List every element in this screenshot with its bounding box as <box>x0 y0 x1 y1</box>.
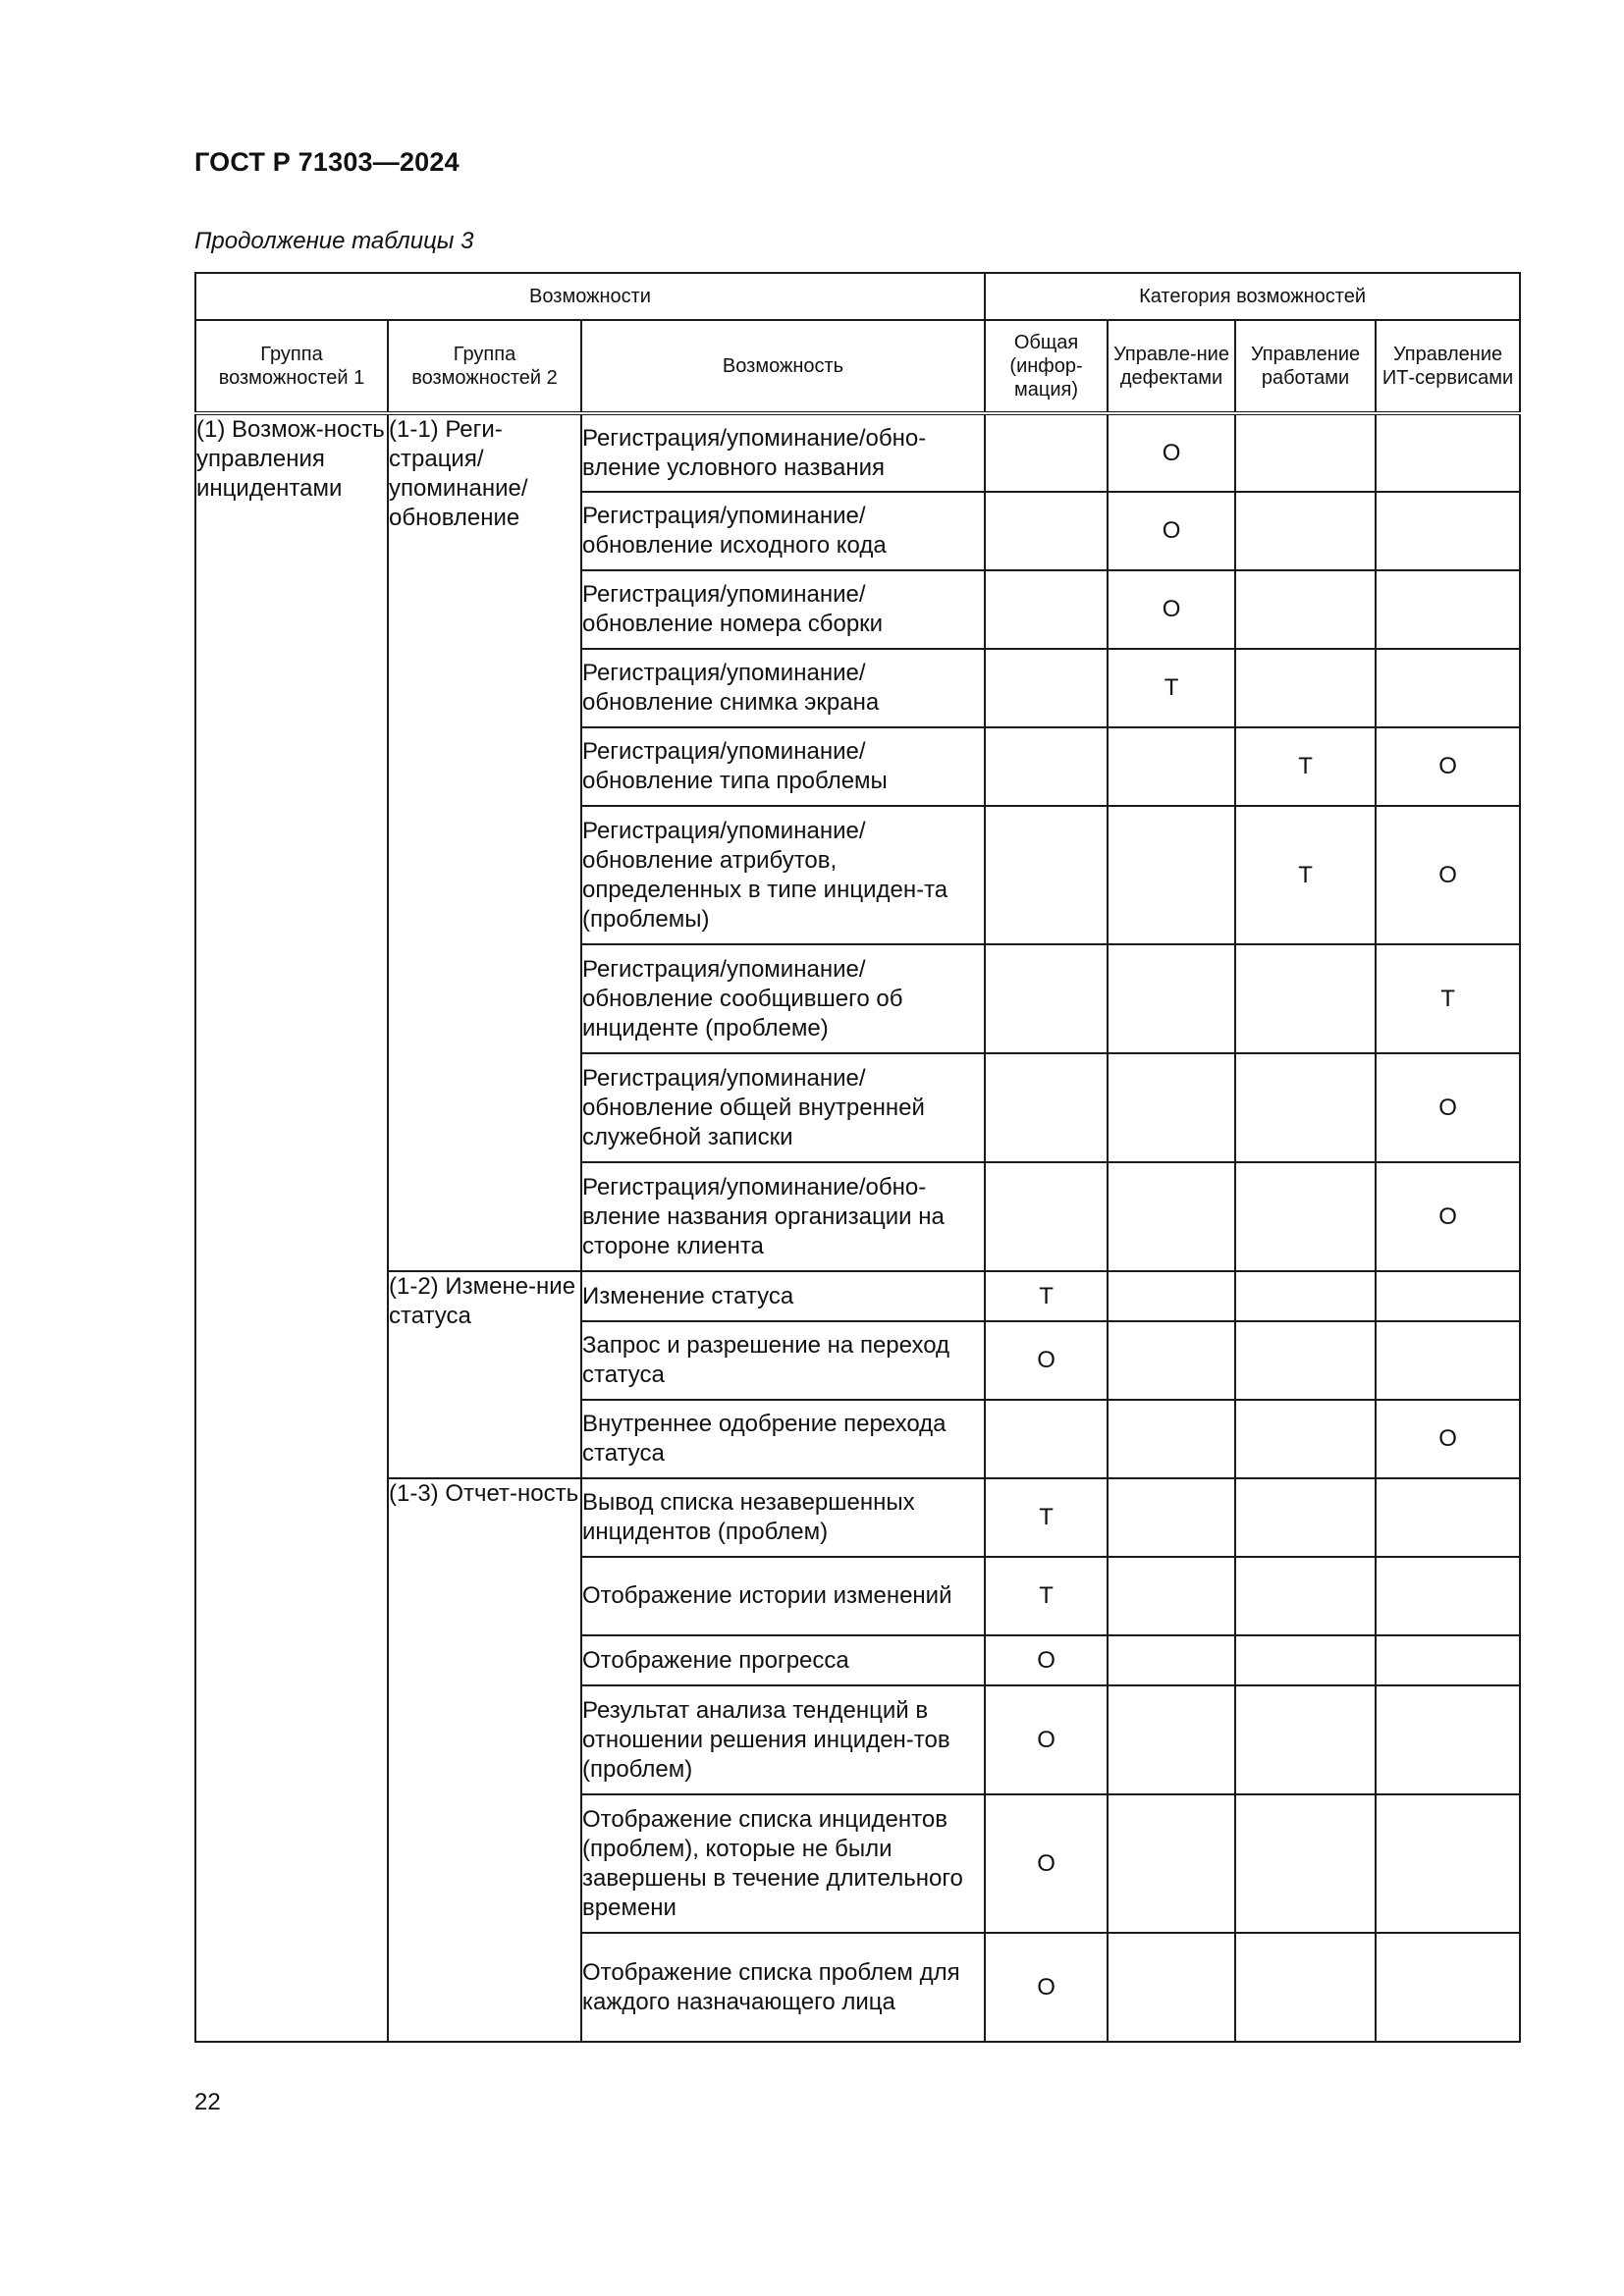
mark-defects <box>1108 1162 1235 1271</box>
mark-works <box>1235 1685 1376 1794</box>
header-group2: Группа возможностей 2 <box>388 320 581 413</box>
mark-defects <box>1108 806 1235 944</box>
mark-defects <box>1108 1933 1235 2042</box>
mark-general: О <box>985 1635 1108 1685</box>
mark-general: О <box>985 1933 1108 2042</box>
mark-defects: Т <box>1108 649 1235 727</box>
mark-general <box>985 649 1108 727</box>
header-row-1 <box>195 273 1520 320</box>
mark-general <box>985 1400 1108 1478</box>
mark-works: Т <box>1235 727 1376 806</box>
header-capability: Возможность <box>581 320 985 413</box>
table-caption: Продолжение таблицы 3 <box>194 228 474 254</box>
mark-works <box>1235 1400 1376 1478</box>
mark-it <box>1376 570 1520 649</box>
capability-cell: Вывод списка незавершенных инцидентов (проблем) <box>581 1478 985 1557</box>
header-category: Категория возможностей <box>985 273 1520 320</box>
capability-cell: Регистрация/упоминание/ обновление номера сборки <box>581 570 985 649</box>
mark-defects <box>1108 1685 1235 1794</box>
mark-works <box>1235 413 1376 492</box>
capability-cell: Регистрация/упоминание/обно-вление условного названия <box>581 413 985 492</box>
mark-works <box>1235 570 1376 649</box>
mark-defects <box>1108 1557 1235 1635</box>
group2-cell: (1-1) Реги-страция/ упоминание/ обновление <box>388 413 581 1271</box>
table-row <box>195 1478 1520 1557</box>
mark-it <box>1376 1635 1520 1685</box>
mark-general <box>985 1162 1108 1271</box>
capability-cell: Регистрация/упоминание/ обновление типа проблемы <box>581 727 985 806</box>
document-header: ГОСТ Р 71303—2024 <box>194 147 460 177</box>
header-cat-it: Управление ИТ-сервисами <box>1376 320 1520 413</box>
group2-cell: (1-2) Измене-ние статуса <box>388 1271 581 1478</box>
mark-it <box>1376 1478 1520 1557</box>
mark-works <box>1235 1053 1376 1162</box>
table-row <box>195 1271 1520 1321</box>
mark-general: Т <box>985 1557 1108 1635</box>
capability-cell: Отображение истории изменений <box>581 1557 985 1635</box>
mark-it <box>1376 1271 1520 1321</box>
capability-cell: Регистрация/упоминание/ обновление сообщившего об инциденте (проблеме) <box>581 944 985 1053</box>
group2-cell: (1-3) Отчет-ность <box>388 1478 581 2042</box>
mark-it: О <box>1376 727 1520 806</box>
page-number: 22 <box>194 2089 221 2115</box>
mark-it: О <box>1376 1162 1520 1271</box>
mark-general <box>985 727 1108 806</box>
mark-it <box>1376 1557 1520 1635</box>
mark-works <box>1235 1635 1376 1685</box>
mark-defects: О <box>1108 492 1235 570</box>
mark-general <box>985 1053 1108 1162</box>
capability-cell: Регистрация/упоминание/обно-вление названия организации на стороне клиента <box>581 1162 985 1271</box>
mark-works: Т <box>1235 806 1376 944</box>
mark-general <box>985 570 1108 649</box>
header-group1: Группа возможностей 1 <box>195 320 388 413</box>
mark-defects: О <box>1108 570 1235 649</box>
capability-cell: Изменение статуса <box>581 1271 985 1321</box>
mark-general <box>985 492 1108 570</box>
mark-defects <box>1108 727 1235 806</box>
mark-works <box>1235 1933 1376 2042</box>
mark-defects <box>1108 1271 1235 1321</box>
mark-general <box>985 806 1108 944</box>
mark-general <box>985 413 1108 492</box>
mark-it <box>1376 413 1520 492</box>
mark-defects <box>1108 1794 1235 1933</box>
capability-cell: Регистрация/упоминание/ обновление общей внутренней служебной записки <box>581 1053 985 1162</box>
header-capabilities: Возможности <box>195 273 985 320</box>
mark-it <box>1376 1933 1520 2042</box>
mark-it <box>1376 1685 1520 1794</box>
mark-general <box>985 944 1108 1053</box>
header-cat-works: Управление работами <box>1235 320 1376 413</box>
mark-defects <box>1108 1053 1235 1162</box>
mark-works <box>1235 1271 1376 1321</box>
mark-works <box>1235 1162 1376 1271</box>
mark-it: О <box>1376 806 1520 944</box>
table-row <box>195 413 1520 492</box>
mark-works <box>1235 944 1376 1053</box>
mark-works <box>1235 1794 1376 1933</box>
mark-defects <box>1108 1635 1235 1685</box>
mark-defects <box>1108 1321 1235 1400</box>
mark-general: О <box>985 1685 1108 1794</box>
mark-defects: О <box>1108 413 1235 492</box>
capability-cell: Регистрация/упоминание/ обновление исходного кода <box>581 492 985 570</box>
mark-general: О <box>985 1794 1108 1933</box>
mark-works <box>1235 649 1376 727</box>
capability-cell: Регистрация/упоминание/ обновление атрибутов, определенных в типе инциден-та (проблемы) <box>581 806 985 944</box>
mark-general: Т <box>985 1478 1108 1557</box>
mark-it: О <box>1376 1053 1520 1162</box>
mark-general: О <box>985 1321 1108 1400</box>
mark-defects <box>1108 1478 1235 1557</box>
mark-defects <box>1108 1400 1235 1478</box>
capability-cell: Регистрация/упоминание/ обновление снимка экрана <box>581 649 985 727</box>
header-cat-general: Общая (инфор-мация) <box>985 320 1108 413</box>
capability-cell: Результат анализа тенденций в отношении решения инциден-тов (проблем) <box>581 1685 985 1794</box>
mark-works <box>1235 1321 1376 1400</box>
mark-it: О <box>1376 1400 1520 1478</box>
header-cat-defects: Управле-ние дефектами <box>1108 320 1235 413</box>
mark-it <box>1376 1794 1520 1933</box>
mark-it <box>1376 492 1520 570</box>
capability-cell: Внутреннее одобрение перехода статуса <box>581 1400 985 1478</box>
group1-cell: (1) Возмож-ность управления инцидентами <box>195 413 388 2042</box>
capability-cell: Отображение списка проблем для каждого назначающего лица <box>581 1933 985 2042</box>
capability-cell: Запрос и разрешение на переход статуса <box>581 1321 985 1400</box>
capability-cell: Отображение списка инцидентов (проблем), которые не были завершены в течение длительного времени <box>581 1794 985 1933</box>
mark-works <box>1235 1478 1376 1557</box>
capability-cell: Отображение прогресса <box>581 1635 985 1685</box>
mark-it <box>1376 1321 1520 1400</box>
capabilities-table <box>194 272 1521 2043</box>
mark-works <box>1235 492 1376 570</box>
header-row-2 <box>195 320 1520 413</box>
mark-general: Т <box>985 1271 1108 1321</box>
mark-it: Т <box>1376 944 1520 1053</box>
mark-defects <box>1108 944 1235 1053</box>
mark-works <box>1235 1557 1376 1635</box>
mark-it <box>1376 649 1520 727</box>
